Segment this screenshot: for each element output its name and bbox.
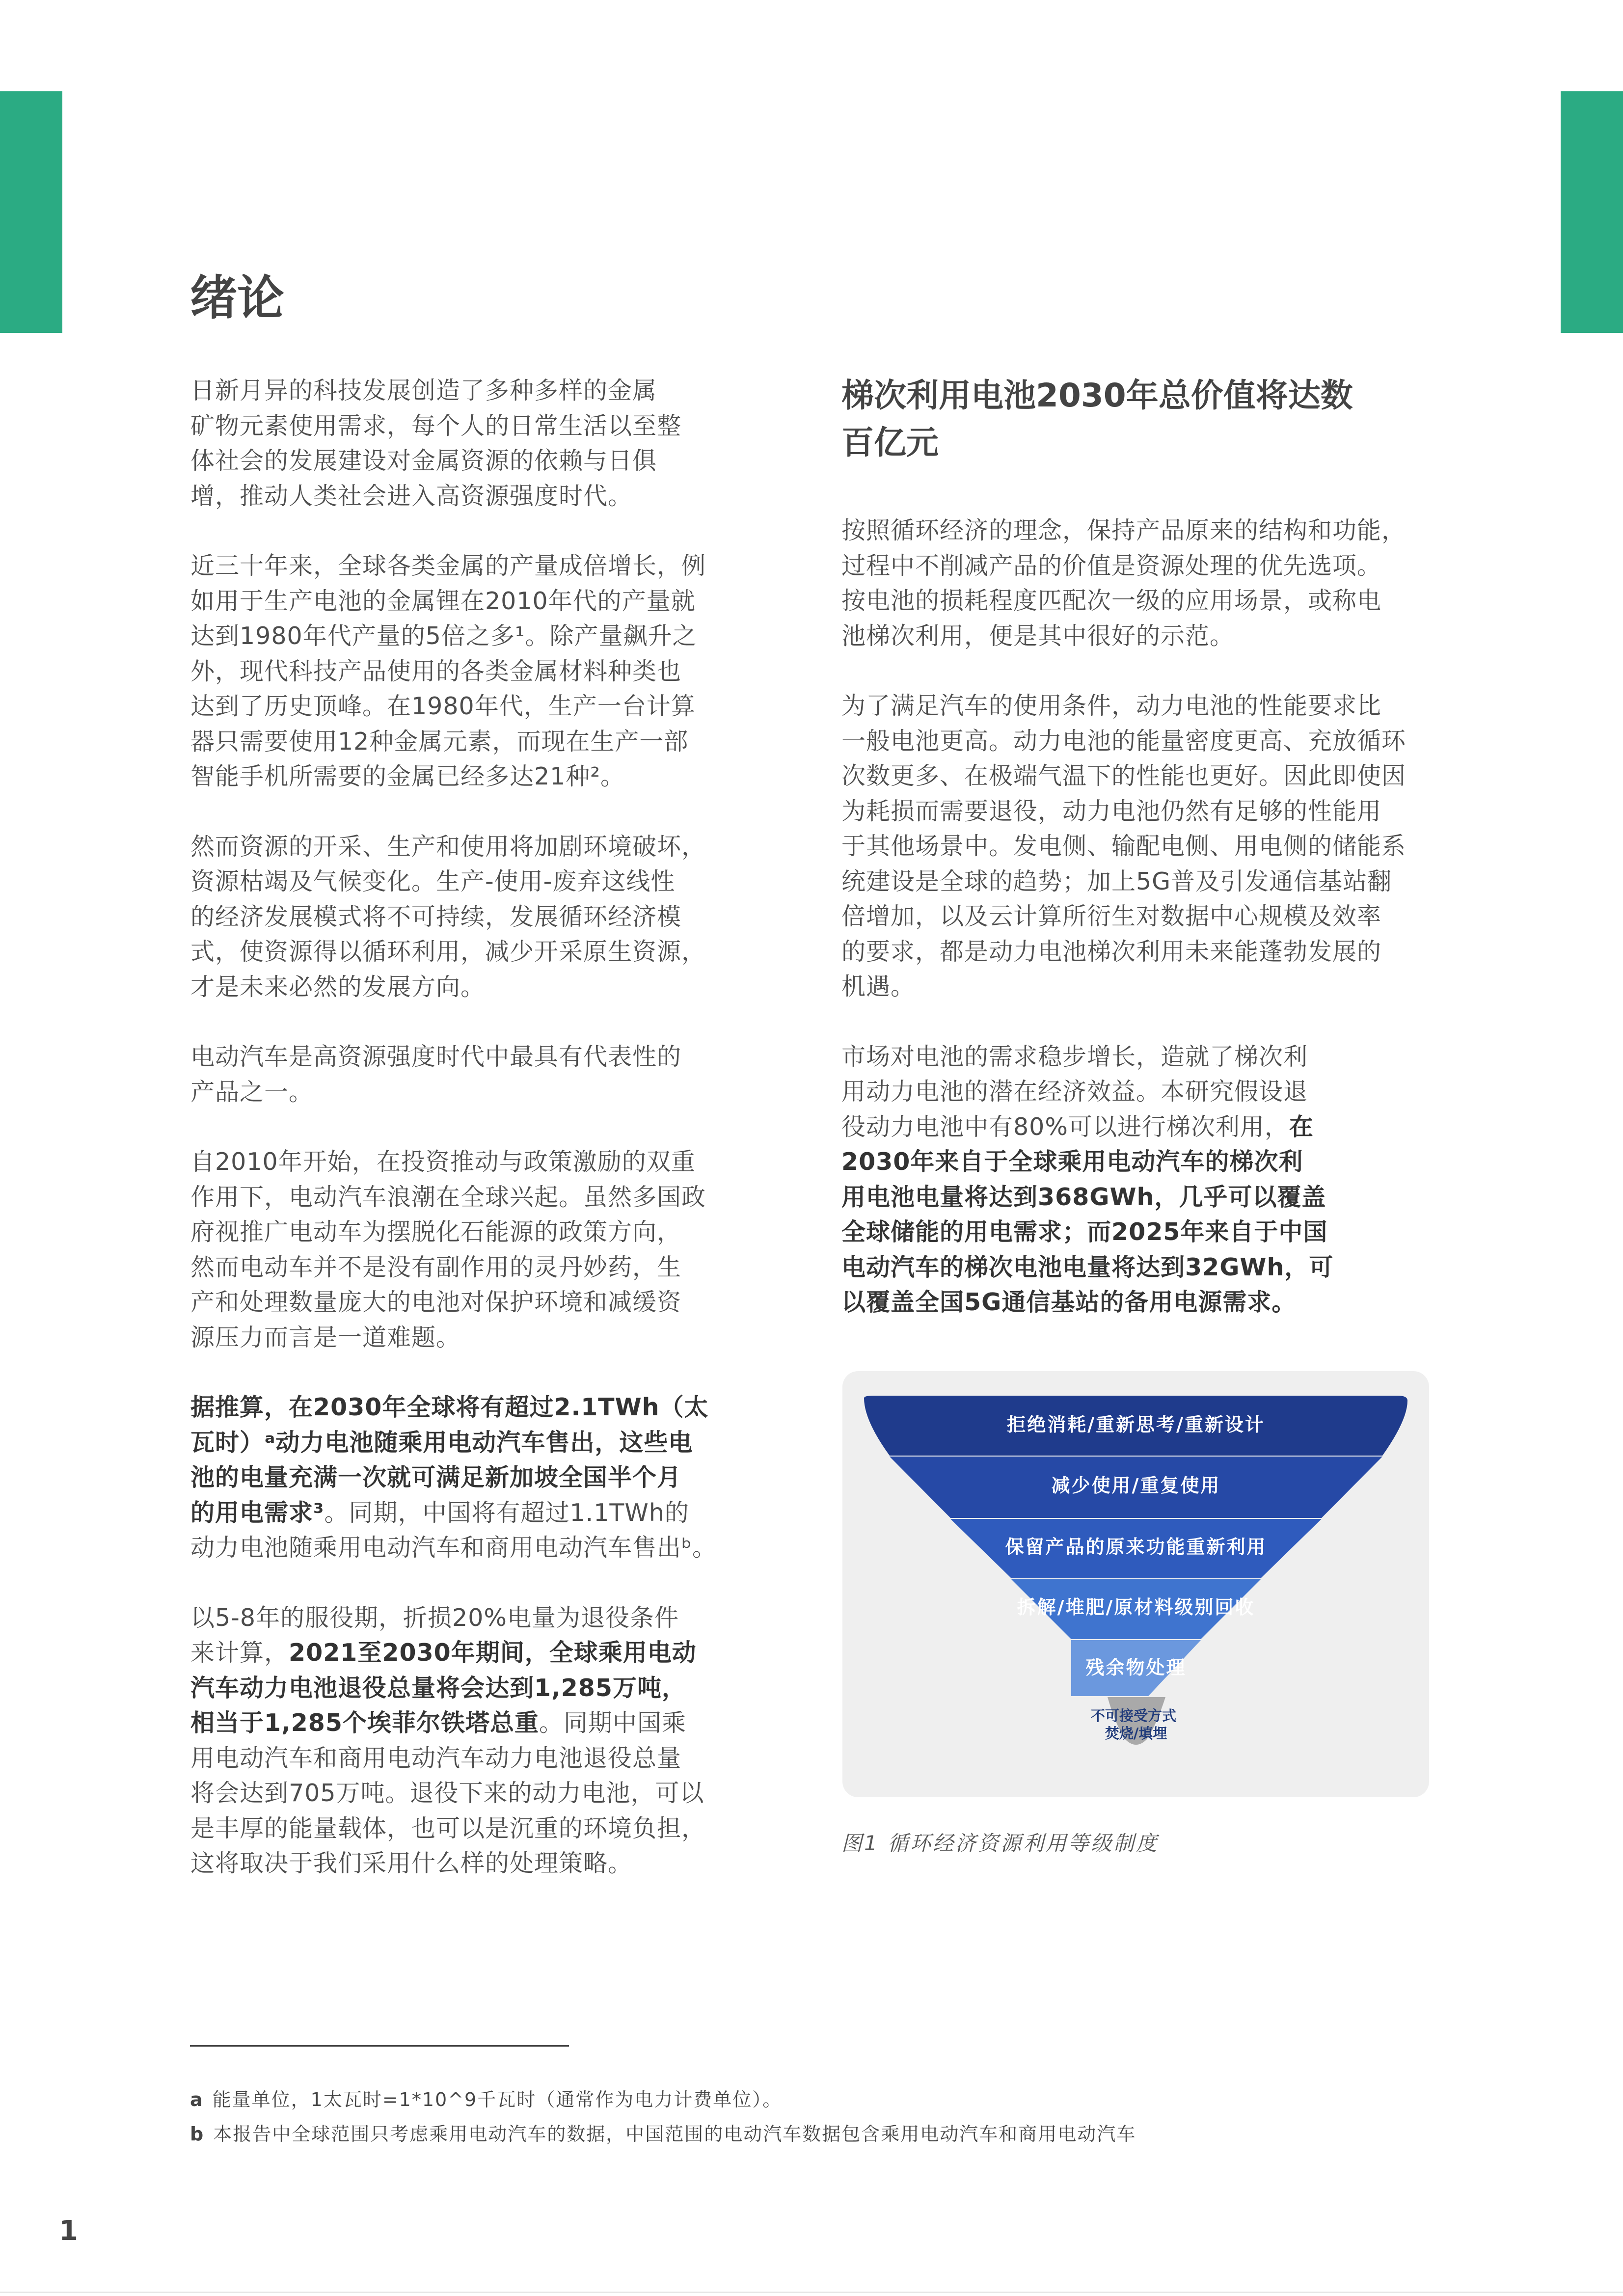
footnote-a — [190, 2084, 782, 2111]
footnote-text: 能量单位，1太瓦时=1*10^9千瓦时（通常作为电力计费单位）。 — [212, 2089, 783, 2110]
intro-paragraph-7 — [190, 1600, 784, 1881]
intro-paragraph-3: 然而资源的开采、生产和使用将加剧环境破坏， 资源枯竭及气候变化。生产-使用-废弃这线性 的经济发展模式将不可持续，发展循环经济模 式，使资源得以循环利用，减少开采原生资源， 才是未来必然的发展方向。 — [190, 832, 706, 1001]
bottom-rule — [0, 2292, 1623, 2293]
figure-caption: 图1 循环经济资源利用等级制度 — [841, 1831, 1159, 1855]
left-column — [190, 373, 784, 1881]
key-stat-2030-global: 据推算，在2030年全球将有超过2.1TWh（太 瓦时）ᵃ动力电池随乘用电动汽车售出，这些电 池的电量充满一次就可满足新加坡全国半个月 的用电需求³ — [190, 1393, 709, 1527]
intro-paragraph-2: 近三十年来，全球各类金属的产量成倍增长，例 如用于生产电池的金属锂在2010年代的产量就 达到1980年代产量的5倍之多¹。除产量飙升之 外，现代科技产品使用的各类金属材料种类也 达到了历史顶峰。在1980年代，生产一台计算 器只需要使用12种金属元素，而现在生产一部 智能手机所需要的金属已经多达21种²。 — [190, 552, 706, 790]
tier-6-label-line: 不可接受方式 — [1090, 1707, 1176, 1724]
footnote-divider — [190, 2045, 569, 2047]
key-stat-cascade-utilization: 在 2030年来自于全球乘用电动汽车的梯次利 用电池电量将达到368GWh，几乎可以覆盖 全球储能的用电需求；而2025年来自于中国 电动汽车的梯次电池电量将达到32GWh，可 以覆盖全国5G通信基站的备用电源需求。 — [841, 1112, 1334, 1316]
tier-1-label: 拒绝消耗/重新思考/重新设计 — [1007, 1414, 1265, 1435]
tier-5-label: 残余物处理 — [1085, 1657, 1187, 1678]
right-column — [841, 513, 1435, 1320]
tier-4-label: 拆解/堆肥/原材料级别回收 — [1017, 1596, 1255, 1618]
section-heading: 梯次利用电池2030年总价值将达数 百亿元 — [841, 377, 1353, 461]
paragraph-text: 。同期中国乘 用电动汽车和商用电动汽车动力电池退役总量 将会达到705万吨。退役下来的动力电池，可以 是丰厚的能量载体，也可以是沉重的环境负担， 这将取决于我们采用什么样的处理策略。 — [190, 1709, 706, 1877]
intro-paragraph-5: 自2010年开始，在投资推动与政策激励的双重 作用下，电动汽车浪潮在全球兴起。虽然多国政 府视推广电动车为摆脱化石能源的政策方向， 然而电动车并不是没有副作用的灵丹妙药，生 产和处理数量庞大的电池对保护环境和减缓资 源压力而言是一道难题。 — [190, 1148, 706, 1351]
accent-bar-right — [1561, 91, 1623, 333]
tier-2-label: 减少使用/重复使用 — [1051, 1475, 1221, 1496]
footnote-b — [190, 2119, 1136, 2146]
intro-paragraph-1: 日新月异的科技发展创造了多种多样的金属 矿物元素使用需求，每个人的日常生活以至整 体社会的发展建设对金属资源的依赖与日俱 增，推动人类社会进入高资源强度时代。 — [190, 377, 682, 510]
footnote-mark: a — [190, 2089, 204, 2110]
footnote-text: 本报告中全球范围只考虑乘用电动汽车的数据，中国范围的电动汽车数据包含乘用电动汽车和商用电动汽车 — [213, 2123, 1136, 2145]
paragraph-text: 以5-8年的服役期，折损20%电量为退役条件 来计算， — [190, 1603, 679, 1667]
intro-paragraph-4: 电动汽车是高资源强度时代中最具有代表性的 产品之一。 — [190, 1043, 682, 1106]
paragraph-text: 市场对电池的需求稳步增长，造就了梯次利 用动力电池的潜在经济效益。本研究假设退 役动力电池中有80%可以进行梯次利用， — [841, 1042, 1308, 1141]
body-paragraph-3 — [841, 1039, 1435, 1320]
body-paragraph-2: 为了满足汽车的使用条件，动力电池的性能要求比 一般电池更高。动力电池的能量密度更高、充放循环 次数更多、在极端气温下的性能也更好。因此即使因 为耗损而需要退役，动力电池仍然有足够的性能用 于其他场景中。发电侧、输配电侧、用电侧的储能系 统建设是全球的趋势；加上5G普及引发通信基站翻 倍增加，以及云计算所衍生对数据中心规模及效率 的要求，都是动力电池梯次利用未来能蓬勃发展的 机遇。 — [841, 692, 1407, 1000]
paragraph-text: 。同期，中国将有超过1.1TWh的 动力电池随乘用电动汽车和商用电动汽车售出ᵇ。 — [190, 1498, 717, 1562]
accent-bar-left — [0, 91, 62, 333]
key-stat-retirement-volume: 2021至2030年期间，全球乘用电动 汽车动力电池退役总量将会达到1,285万吨， 相当于1,285个埃菲尔铁塔总重 — [190, 1639, 697, 1737]
inverted-pyramid-diagram — [842, 1371, 1429, 1797]
waste-hierarchy-figure — [842, 1371, 1429, 1797]
tier-3-label: 保留产品的原来功能重新利用 — [1005, 1536, 1267, 1558]
page-title: 绪论 — [190, 270, 284, 325]
intro-paragraph-6 — [190, 1390, 784, 1566]
footnote-mark: b — [190, 2123, 205, 2145]
page-number: 1 — [59, 2215, 78, 2247]
tier-6-label-line: 焚烧/填埋 — [1105, 1725, 1167, 1742]
body-paragraph-1: 按照循环经济的理念，保持产品原来的结构和功能， 过程中不削减产品的价值是资源处理的优先选项。 按电池的损耗程度匹配次一级的应用场景，或称电 池梯次利用，便是其中很好的示范。 — [841, 516, 1407, 650]
